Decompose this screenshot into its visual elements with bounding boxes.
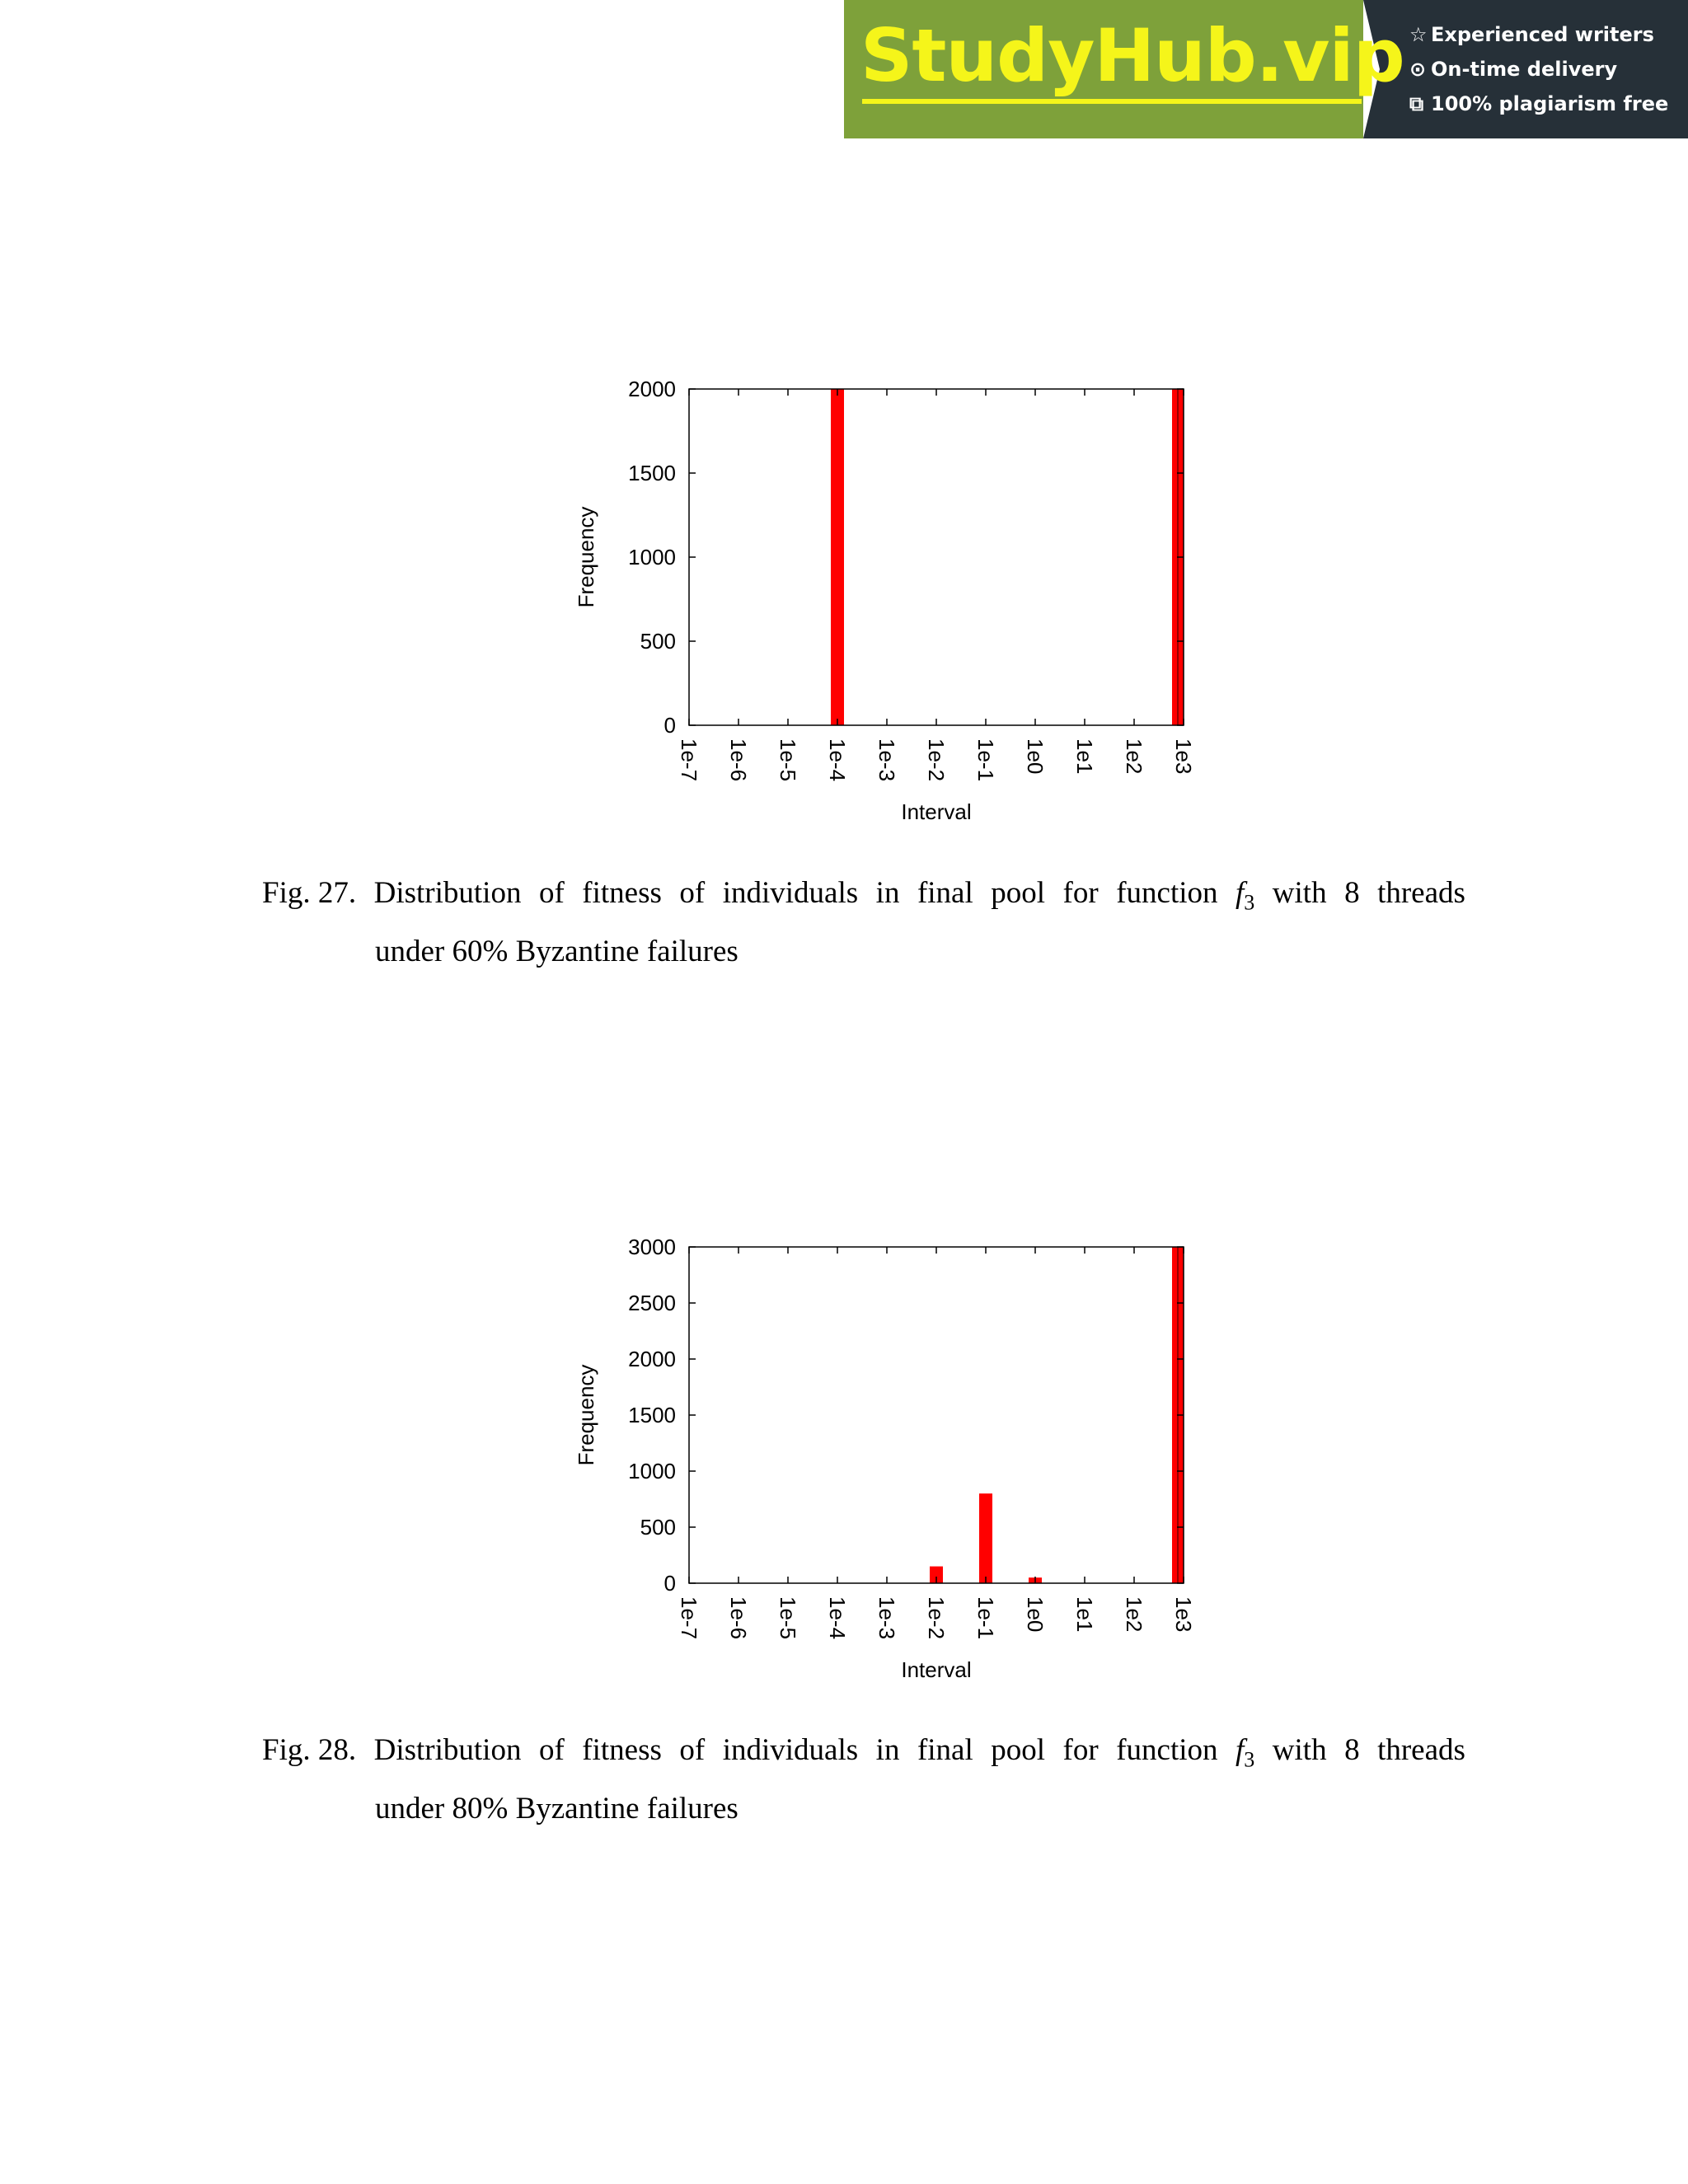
caption-word: 8 bbox=[1344, 876, 1360, 910]
plot-frame bbox=[689, 1247, 1184, 1583]
y-tick-label: 500 bbox=[640, 1515, 676, 1540]
caption-word: individuals bbox=[722, 1733, 859, 1767]
y-axis-label: Frequency bbox=[574, 506, 598, 608]
caption-word: Distribution bbox=[373, 1733, 522, 1767]
x-tick-label: 1e-1 bbox=[973, 1596, 998, 1640]
figure-label: Fig. 28. bbox=[262, 1733, 357, 1767]
caption-word: for bbox=[1062, 876, 1099, 910]
feature-label: 100% plagiarism free bbox=[1431, 92, 1669, 115]
caption-word: function bbox=[1116, 876, 1218, 910]
caption-word: in bbox=[875, 1733, 900, 1767]
y-tick-label: 500 bbox=[640, 629, 676, 654]
x-tick-label: 1e3 bbox=[1171, 738, 1196, 775]
y-tick-label: 0 bbox=[663, 713, 676, 738]
x-tick-label: 1e-7 bbox=[677, 738, 701, 782]
feature-label: On-time delivery bbox=[1431, 58, 1618, 81]
caption-word: pool bbox=[991, 876, 1046, 910]
caption-word: of bbox=[538, 1733, 565, 1767]
caption-word: threads bbox=[1377, 1733, 1465, 1767]
caption-word: Distribution bbox=[373, 876, 522, 910]
x-tick-label: 1e-4 bbox=[825, 1596, 850, 1640]
caption-word: for bbox=[1062, 1733, 1099, 1767]
y-tick-label: 1500 bbox=[628, 461, 676, 485]
function-symbol: $f_3$ bbox=[1236, 876, 1255, 915]
caption-word: of bbox=[679, 876, 706, 910]
y-tick-label: 1000 bbox=[628, 1459, 676, 1483]
y-tick-label: 2500 bbox=[628, 1291, 676, 1315]
caption-word: with bbox=[1272, 1733, 1327, 1767]
x-tick-label: 1e3 bbox=[1171, 1596, 1196, 1633]
x-tick-label: 1e-6 bbox=[726, 738, 751, 782]
caption-word: with bbox=[1272, 876, 1327, 910]
x-tick-label: 1e-7 bbox=[677, 1596, 701, 1640]
caption-word: threads bbox=[1377, 876, 1465, 910]
figure-label: Fig. 27. bbox=[262, 876, 357, 910]
star-outline-icon: ☆ bbox=[1409, 23, 1428, 46]
caption-word: of bbox=[679, 1733, 706, 1767]
y-tick-label: 2000 bbox=[628, 1347, 676, 1371]
x-tick-label: 1e-2 bbox=[924, 738, 949, 782]
caption-word: pool bbox=[991, 1733, 1046, 1767]
x-tick-label: 1e-2 bbox=[924, 1596, 949, 1640]
caption-word: fitness bbox=[582, 876, 662, 910]
copy-icon: ⧉ bbox=[1409, 92, 1424, 115]
x-tick-label: 1e1 bbox=[1072, 1596, 1097, 1633]
fig28-caption bbox=[262, 1726, 1465, 1834]
y-axis-label: Frequency bbox=[574, 1364, 598, 1466]
caption-word: of bbox=[538, 876, 565, 910]
caption-word: 8 bbox=[1344, 1733, 1360, 1767]
x-tick-label: 1e-3 bbox=[874, 738, 899, 782]
x-tick-label: 1e-1 bbox=[973, 738, 998, 782]
caption-word: individuals bbox=[722, 876, 859, 910]
x-tick-label: 1e-5 bbox=[776, 1596, 800, 1640]
caption-word: in bbox=[875, 876, 900, 910]
caption-word: final bbox=[917, 1733, 973, 1767]
caption-line-2: under 60% Byzantine failures bbox=[375, 935, 738, 969]
x-tick-label: 1e-6 bbox=[726, 1596, 751, 1640]
x-tick-label: 1e2 bbox=[1122, 1596, 1146, 1633]
function-symbol: $f_3$ bbox=[1236, 1733, 1255, 1772]
x-tick-label: 1e2 bbox=[1122, 738, 1146, 775]
caption-line-1 bbox=[262, 1726, 1465, 1784]
x-tick-label: 1e-3 bbox=[874, 1596, 899, 1640]
caption-line-2: under 80% Byzantine failures bbox=[375, 1792, 738, 1826]
clock-icon: ⊙ bbox=[1409, 58, 1427, 81]
caption-word: fitness bbox=[582, 1733, 662, 1767]
x-tick-label: 1e-5 bbox=[776, 738, 800, 782]
x-tick-label: 1e0 bbox=[1023, 1596, 1048, 1633]
caption-word: final bbox=[917, 876, 973, 910]
x-tick-label: 1e0 bbox=[1023, 738, 1048, 775]
y-tick-label: 1000 bbox=[628, 545, 676, 569]
x-axis-label: Interval bbox=[901, 1657, 972, 1682]
y-tick-label: 2000 bbox=[628, 377, 676, 401]
y-tick-label: 0 bbox=[663, 1571, 676, 1596]
y-tick-label: 3000 bbox=[628, 1235, 676, 1259]
caption-word: function bbox=[1116, 1733, 1218, 1767]
studyhub-logo[interactable]: StudyHub.vip bbox=[860, 13, 1404, 98]
x-tick-label: 1e1 bbox=[1072, 738, 1097, 775]
bar-1e-1 bbox=[979, 1493, 992, 1583]
x-tick-label: 1e-4 bbox=[825, 738, 850, 782]
x-axis-label: Interval bbox=[901, 799, 972, 824]
y-tick-label: 1500 bbox=[628, 1403, 676, 1427]
feature-label: Experienced writers bbox=[1431, 23, 1654, 46]
